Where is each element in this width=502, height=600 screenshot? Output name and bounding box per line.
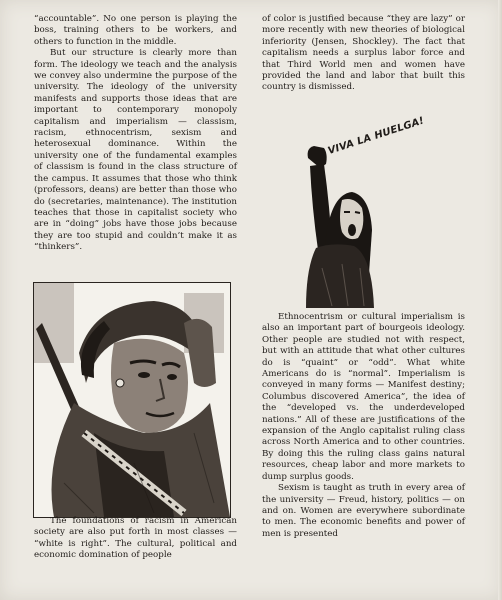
paragraph: Sexism is taught as truth in every area of the university — Freud, history, politics — on and on. Women are everywhere subordinate to men. The economic benefits and power of men is presented bbox=[262, 483, 465, 539]
right-column-bottom-text bbox=[262, 312, 465, 540]
woman-woodcut-illustration bbox=[33, 282, 231, 518]
page-edge bbox=[498, 0, 502, 600]
illustration-slogan: VIVA LA HUELGA! bbox=[326, 115, 426, 157]
raised-fist-illustration bbox=[302, 115, 426, 308]
right-column-top-text bbox=[262, 14, 465, 94]
paragraph: “accountable”. No one person is playing the boss, training others to be workers, and others to function in the middle. bbox=[34, 14, 237, 47]
paragraph: The foundations of racism in American society are also put forth in most classes — “white is right”. The cultural, political and economic domination of people bbox=[34, 516, 237, 561]
paragraph: of color is justified because “they are lazy” or more recently with new theories of biological inferiority (Jensen, Shockley). The fact that capitalism needs a surplus labor force and that Third World men and women have provided the land and labor that built this country is dismissed. bbox=[262, 14, 465, 93]
left-column-top-text bbox=[34, 14, 237, 254]
raised-fist-svg bbox=[302, 138, 424, 308]
paragraph: Ethnocentrism or cultural imperialism is also an important part of bourgeois ideology. Other people are studied not with respect, but with an attitude that what other cultures do is “quaint” or “odd”. What white Americans do is “normal”. Imperialism is conveyed in many forms — Manifest destiny; Columbus discovered America”, the idea of the “developed vs. the underdeveloped nations.” All of these are justifications of the expansion of the Anglo capitalist ruling class across North America and to other countries. By doing this the ruling class gains natural resources, cheap labor and more markets to dump surplus goods. bbox=[262, 312, 465, 482]
woman-illustration-svg bbox=[34, 283, 230, 517]
paragraph: But our structure is clearly more than form. The ideology we teach and the analysis we convey also undermine the purpose of the university. The ideology of the university manifests and supports those ideas that are important to contemporary monopoly capitalism and imperialism — classism, racism, ethnocentrism, sexism and heterosexual dominance. Within the university one of the fundamental examples of classism is found in the class structure of the campus. It assumes that those who think (professors, deans) are better than those who do (secretaries, maintenance). The institution teaches that those in capitalist society who are in “doing” jobs have those jobs because they are too stupid and couldn’t make it as “thinkers”. bbox=[34, 48, 237, 253]
left-column-bottom-text bbox=[34, 516, 237, 562]
